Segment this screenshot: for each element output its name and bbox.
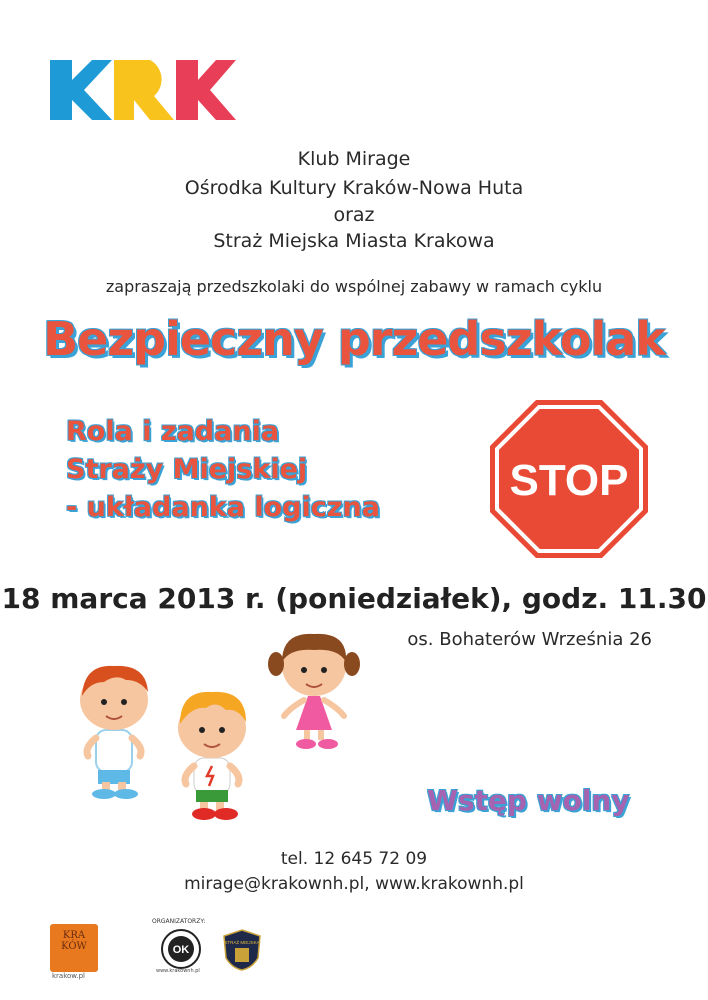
- city-guard-badge-icon: [222, 928, 262, 972]
- boy-left-figure: [80, 666, 148, 799]
- topic-line-2: Straży Miejskiej: [66, 454, 308, 485]
- stop-sign-text: STOP: [509, 456, 629, 505]
- topic-line-3: - układanka logiczna: [66, 492, 380, 523]
- organizers-label: ORGANIZATORZY:: [152, 918, 206, 925]
- contact-phone: tel. 12 645 72 09: [280, 849, 428, 869]
- admission-info: Wstęp wolny: [427, 784, 630, 817]
- partner-name: Straż Miejska Miasta Krakowa: [213, 230, 495, 252]
- event-headline: Bezpieczny przedszkolak: [43, 312, 665, 366]
- contact-web[interactable]: mirage@krakownh.pl, www.krakownh.pl: [184, 874, 524, 894]
- event-date: 18 marca 2013 r. (poniedziałek), godz. 11.30: [1, 582, 707, 615]
- club-name: Klub Mirage: [297, 148, 411, 170]
- topic-line-1: Rola i zadania: [66, 416, 280, 447]
- krakow-logo-text: KRA KÓW: [61, 930, 87, 952]
- ok-nowa-huta-logo: [160, 928, 202, 970]
- ok-logo-url: www.krakownh.pl: [156, 968, 200, 974]
- invitation-text: zapraszają przedszkolaki do wspólnej zabawy w ramach cyklu: [105, 277, 603, 296]
- ok-logo-text: OK: [172, 944, 190, 956]
- krakow-city-logo: [50, 924, 98, 972]
- conjunction: oraz: [333, 204, 375, 226]
- stop-sign-icon: [489, 399, 649, 559]
- boy-middle-figure: [178, 692, 246, 820]
- krakow-logo-url: krakow.pl: [52, 972, 86, 980]
- children-illustration: [76, 630, 376, 830]
- girl-figure: [268, 634, 360, 749]
- sm-logo-text: STRAŻ MIEJSKA: [224, 940, 260, 945]
- krk-logo: [50, 60, 236, 120]
- institution-name: Ośrodka Kultury Kraków-Nowa Huta: [184, 177, 524, 199]
- event-address: os. Bohaterów Września 26: [407, 629, 652, 650]
